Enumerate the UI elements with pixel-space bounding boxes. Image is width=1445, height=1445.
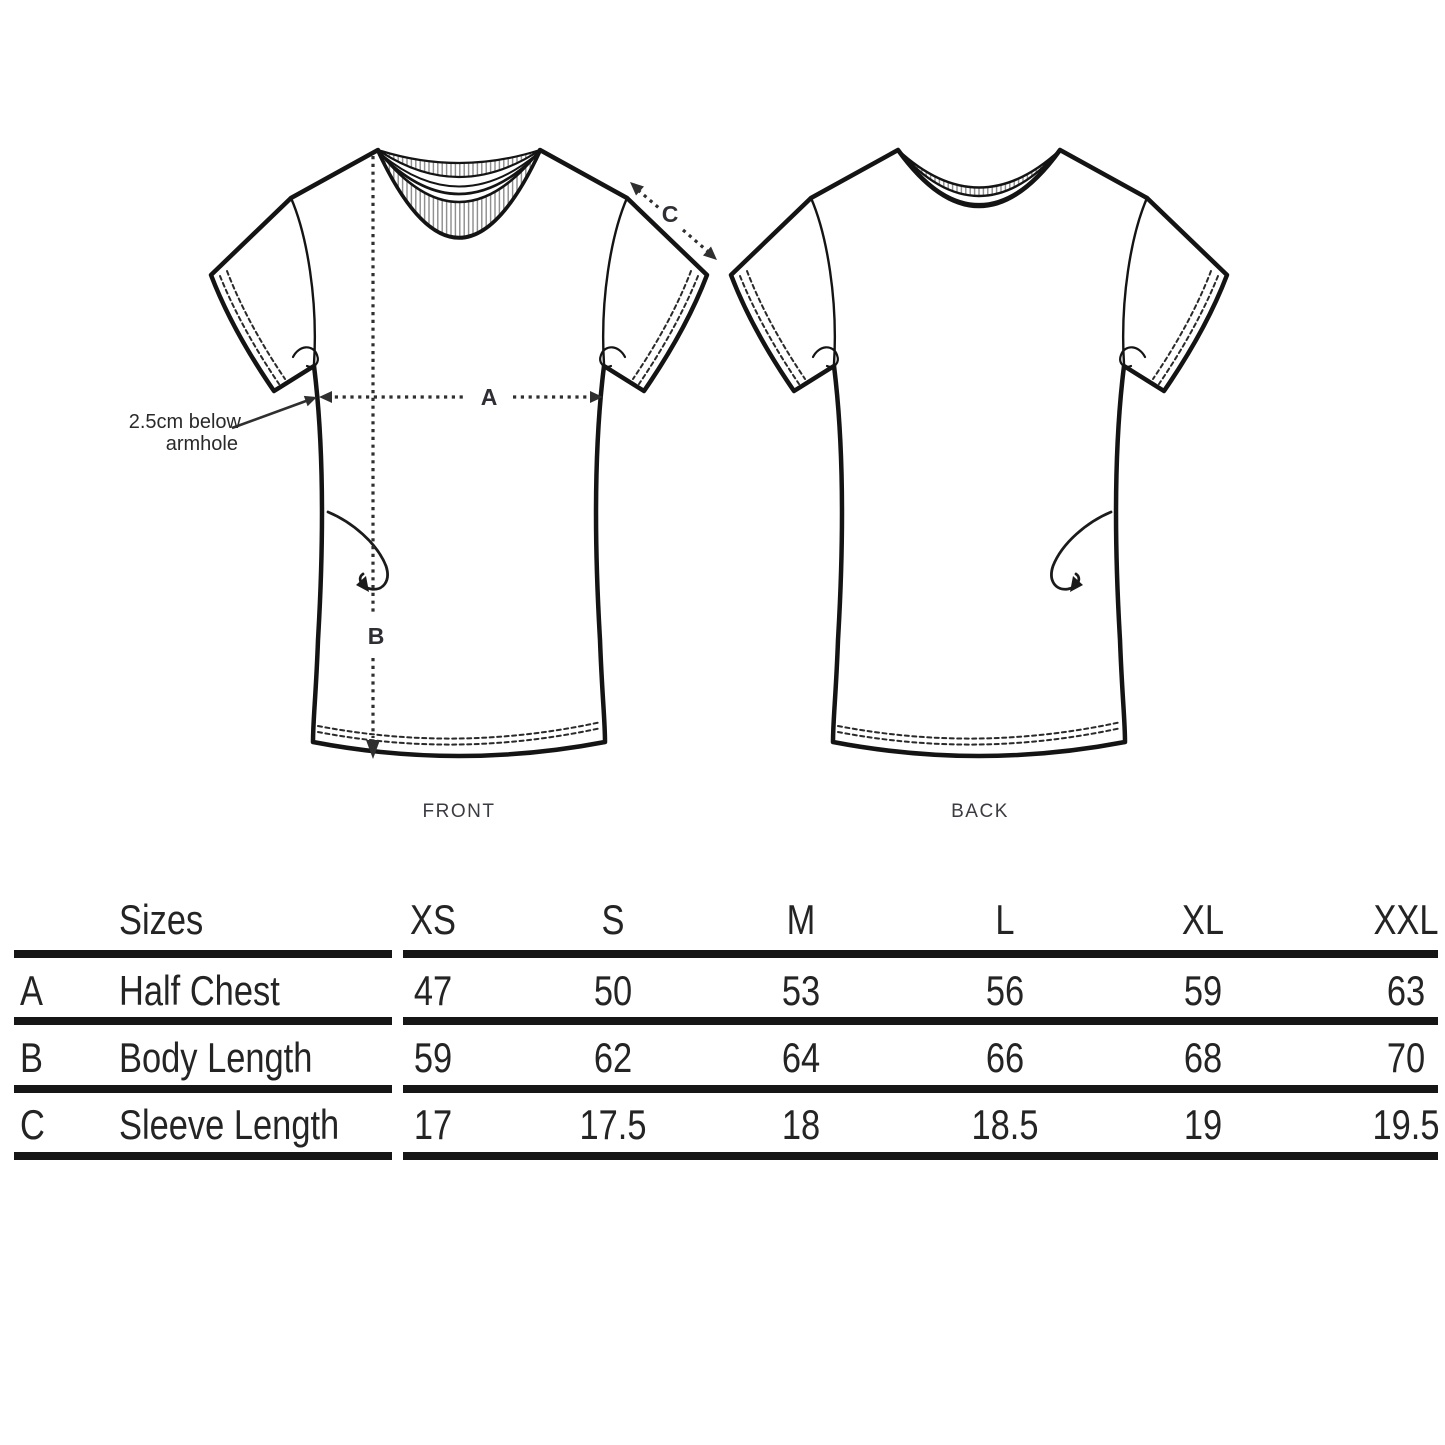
table-row-sleeve-length <box>0 1102 1445 1148</box>
armhole-note-arrowhead <box>304 396 317 406</box>
table-rule <box>403 1017 1438 1025</box>
cell-value: 62 <box>593 1034 633 1081</box>
column-header-xxl: XXL <box>1373 896 1439 943</box>
cell-value: 70 <box>1386 1034 1426 1081</box>
cell-value: 66 <box>985 1034 1025 1081</box>
cell-value: 63 <box>1386 967 1426 1014</box>
cell-value: 50 <box>593 967 633 1014</box>
column-header-l: L <box>995 896 1015 943</box>
cell-value: 64 <box>781 1034 821 1081</box>
cell-value: 17.5 <box>579 1101 647 1148</box>
measure-label-b: B <box>367 623 385 649</box>
column-header-xl: XL <box>1181 896 1225 943</box>
cell-value: 56 <box>985 967 1025 1014</box>
size-table-header-row <box>0 897 1445 943</box>
back-body-outline <box>731 150 1227 756</box>
table-row-body-length <box>0 1035 1445 1081</box>
cell-value: 19.5 <box>1372 1101 1440 1148</box>
table-rule <box>403 1152 1438 1160</box>
table-rule <box>14 1017 392 1025</box>
table-rule <box>403 1085 1438 1093</box>
row-label: Sleeve Length <box>119 1101 340 1148</box>
sizes-header-label: Sizes <box>119 896 204 943</box>
armhole-note-line1: 2.5cm below <box>128 411 241 433</box>
cell-value: 68 <box>1183 1034 1223 1081</box>
row-label: Body Length <box>119 1034 313 1081</box>
measure-label-c: C <box>661 201 679 227</box>
table-rule <box>14 1152 392 1160</box>
cell-value: 19 <box>1183 1101 1223 1148</box>
cell-value: 59 <box>413 1034 453 1081</box>
column-header-m: M <box>786 896 816 943</box>
cell-value: 53 <box>781 967 821 1014</box>
armhole-note-line2: armhole <box>165 433 238 455</box>
cell-value: 17 <box>413 1101 453 1148</box>
column-header-xs: XS <box>410 896 456 943</box>
column-header-s: S <box>601 896 625 943</box>
back-shirt-drawing <box>731 150 1227 756</box>
cell-value: 18 <box>781 1101 821 1148</box>
measure-c-arrowhead-top <box>630 182 644 196</box>
front-shirt-drawing <box>211 150 707 756</box>
row-letter: B <box>20 1034 43 1081</box>
measure-c-line-upper <box>638 190 659 208</box>
cell-value: 18.5 <box>971 1101 1039 1148</box>
table-rule <box>14 1085 392 1093</box>
back-view-label: BACK <box>951 801 1009 822</box>
front-view-label: FRONT <box>422 801 496 822</box>
table-rule <box>403 950 1438 958</box>
table-row-half-chest <box>0 968 1445 1014</box>
cell-value: 59 <box>1183 967 1223 1014</box>
table-rule <box>14 950 392 958</box>
row-letter: A <box>20 967 43 1014</box>
armhole-note-leader-line <box>232 401 306 428</box>
measure-c-arrowhead-bottom <box>703 247 717 261</box>
front-body-outline <box>211 150 707 756</box>
measure-label-a: A <box>480 384 498 410</box>
row-letter: C <box>20 1101 45 1148</box>
row-label: Half Chest <box>119 967 280 1014</box>
cell-value: 47 <box>413 967 453 1014</box>
